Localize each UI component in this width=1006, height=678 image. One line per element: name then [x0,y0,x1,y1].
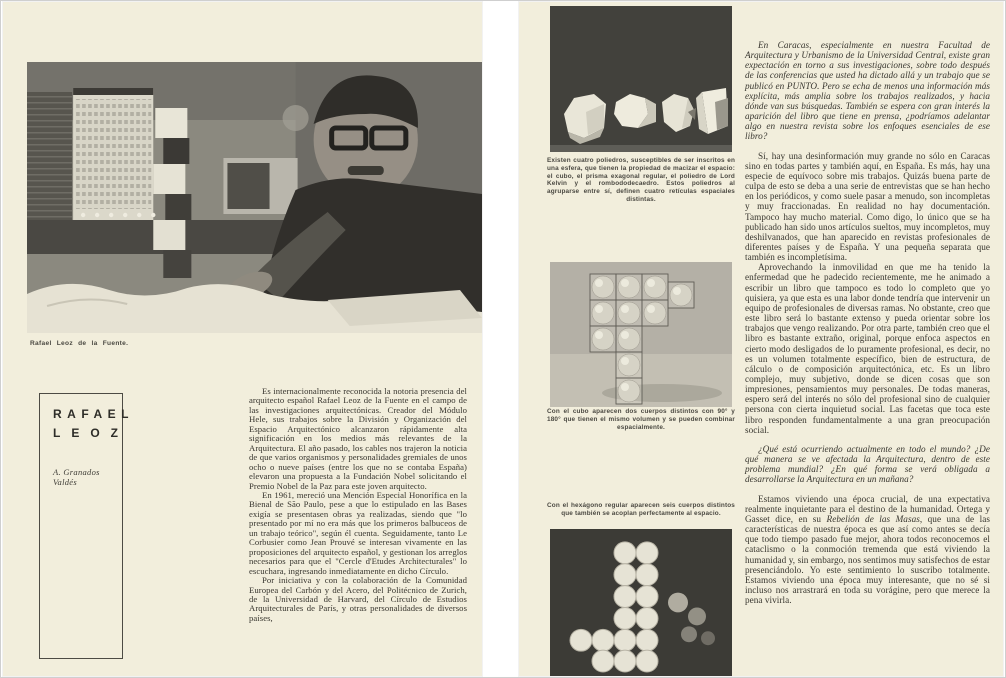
interview-question-2: ¿Qué está ocurriendo actualmente en todo el mundo? ¿De qué manera se ve afectada la Arquitectura, dentro de este problema mundial? ¿En qué forma se verá obligada a desarrollarse la Arquitectura en un mañana? [745,443,990,485]
portrait-photo-art [27,62,482,333]
cube-modules-photo [550,262,732,407]
interview-answer-1: Sí, hay una desinformación muy grande no sólo en Caracas sino en todas partes y también aquí, en España. Es más, hay una especie de equívoco sobre mis trabajos. Quizás buena parte de culpa de esto se deba a una serie de entrevistas que se han hecho en los periódicos, y como suele pasar a menudo, son incompletas y muy fraccionadas. En realidad no hay documentación. Tampoco hay mucho material. Como digo, lo único que se ha publicado han sido unos artículos sueltos, muy incompletos, muy deshilvanados, que han aparecido en revistas profesionales de diferentes países y de España. Y una pequeña separata que también es incompletísima. [745,150,990,263]
left-text-column [249,387,467,623]
interview-answer-3 [745,494,990,606]
article-title-line-1: RAFAEL [53,407,134,421]
book-title: Rebelión de las Masas [826,513,920,524]
portrait-photo [27,62,482,333]
polyhedra-photo-art [550,6,732,152]
cube-modules-photo-caption: Con el cubo aparecen dos cuerpos distintos con 90° y 180° que tienen el mismo volumen y se pueden combinar espacialmente. [547,408,735,431]
paragraph: En 1961, mereció una Mención Especial Honorífica en la Bienal de São Paulo, pese a que lo estipulado en las Bases exigía se presentasen obras ya realizadas, siendo que "lo presentado por mí no era más que los primeros balbuceos de un trabajo teórico", según él cuenta. Seguidamente, tanto Le Corbusier como Jean Prouvé se interesan vivamente en las proposiciones del arquitecto español, y gestionan los arreglos necesarios para que el "Cercle d'Etudes Architecturales" lo escuchara, ingresando inmediatamente en dicho Círculo. [249,489,467,576]
paragraph: Por iniciativa y con la colaboración de la Comunidad Europea del Carbón y del Acero, del Politécnico de Zurich, de la Universidad de Harvard, del Círculo de Estudios Arquitecturales de París, y otras personalidades de diversos países, [249,575,467,623]
interview-answer-2: Aprovechando la inmovilidad en que me ha tenido la enfermedad que he padecido recientemente, me he animado a escribir un libro que tampoco es todo lo completo que yo quisiera, ya que esta es una labor donde tendría que intervenir un equipo de profesionales de diversas ramas. No obstante, creo que este libro será lo bastante extenso y pueda orientar sobre los trabajos que vengo realizando. Por otra parte, también creo que el libro es bastante extraño, original, porque enfoca aspectos en cierto modo desligados de lo puramente profesional, es decir, no es un volumen totalmente específico, bien de estructura, de cálculo o de composición arquitectónica, etc. Es un libro complejo, muy subjetivo, donde se dicen cosas que son impresiones, pensamientos muy personales. De todas maneras, espero será del interés no sólo del profesional sino de cualquier persona con cierta inquietud social. Las facetas que toca este libro responden fundamentalmente a una gran preocupación social. [745,262,990,435]
cube-modules-photo-art [550,262,732,407]
paragraph: Es internacionalmente reconocida la notoria presencia del arquitecto español Rafael Leoz de la Fuente en el campo de las investigaciones arquitectónicas. Creador del Módulo Hele, sus trabajos sobre la División y Organización del Espacio Arquitectónico alcanzaron rápidamente alta significación en los medios más relevantes de la Arquitectura. El año pasado, los cables nos trajeron la noticia de que varios organismos y personalidades gremiales de unos ocho o nueve países (entre los que no se contaba España) elevaron una propuesta a la Fundación Nobel solicitando el Premio Nobel de la Paz para este joven arquitecto. [249,386,467,491]
interview-question-1: En Caracas, especialmente en nuestra Facultad de Arquitectura y Urbanismo de la Universidad Central, existe gran expectación en torno a sus investigaciones, sobre todo después de las conferencias que usted ha dictado allá y un trabajo que se publicó en PUNTO. Pero se echa de menos una información más explícita, más amplia sobre los trabajos realizados, y hacia dónde van sus búsquedas. También se espera con gran interés la aparición del libro que tiene en prensa, ¿podríamos adelantar algo en nuestra revista sobre los enfoques esenciales de ese libro? [745,40,990,142]
answer-3-text-pre: Estamos viviendo una época crucial, de una expectativa realmente inquietante para el destino de la humanidad. Ortega y Gasset dice, en su [745,493,990,524]
article-title-line-2: LEOZ [53,426,129,440]
answer-3-text-post: , que una de las características de nuestra época es que así como antes se decía que todo tiempo pasado fue mejor, ahora todos reconocemos el cataclismo o la conmoción tremenda que está viviendo la humanidad y, sin embargo, nos sentimos muy satisfechos de estar presenciándolo. Yo este sentimiento lo suscribo totalmente. Estamos viviendo una época muy interesante, que no sé si incluso nos arrastrará en toda su vorágine, pero que merece la pena vivirla. [745,513,991,606]
right-text-column [745,40,990,605]
polyhedra-photo-caption: Existen cuatro poliedros, susceptibles de ser inscritos en una esfera, que tienen la propiedad de macizar el espacio: el cubo, el prisma exagonal regular, el poliedro de Lord Kelvin y el rombododecaedro. Estos poliedros al agruparse entre sí, definen cuatro retículas espaciales distintas. [547,157,735,203]
spheres-photo [550,529,732,676]
article-title-box [39,393,134,659]
portrait-photo-caption: Rafael Leoz de la Fuente. [30,340,129,347]
page-right [519,2,1003,676]
hexagon-modules-photo-caption: Con el hexágono regular aparecen seis cuerpos distintos que también se acoplan perfectamente al espacio. [547,502,735,517]
spheres-photo-art [550,529,732,676]
page-left [3,2,482,676]
article-author: A. Granados Valdés [53,467,100,487]
polyhedra-photo [550,6,732,152]
